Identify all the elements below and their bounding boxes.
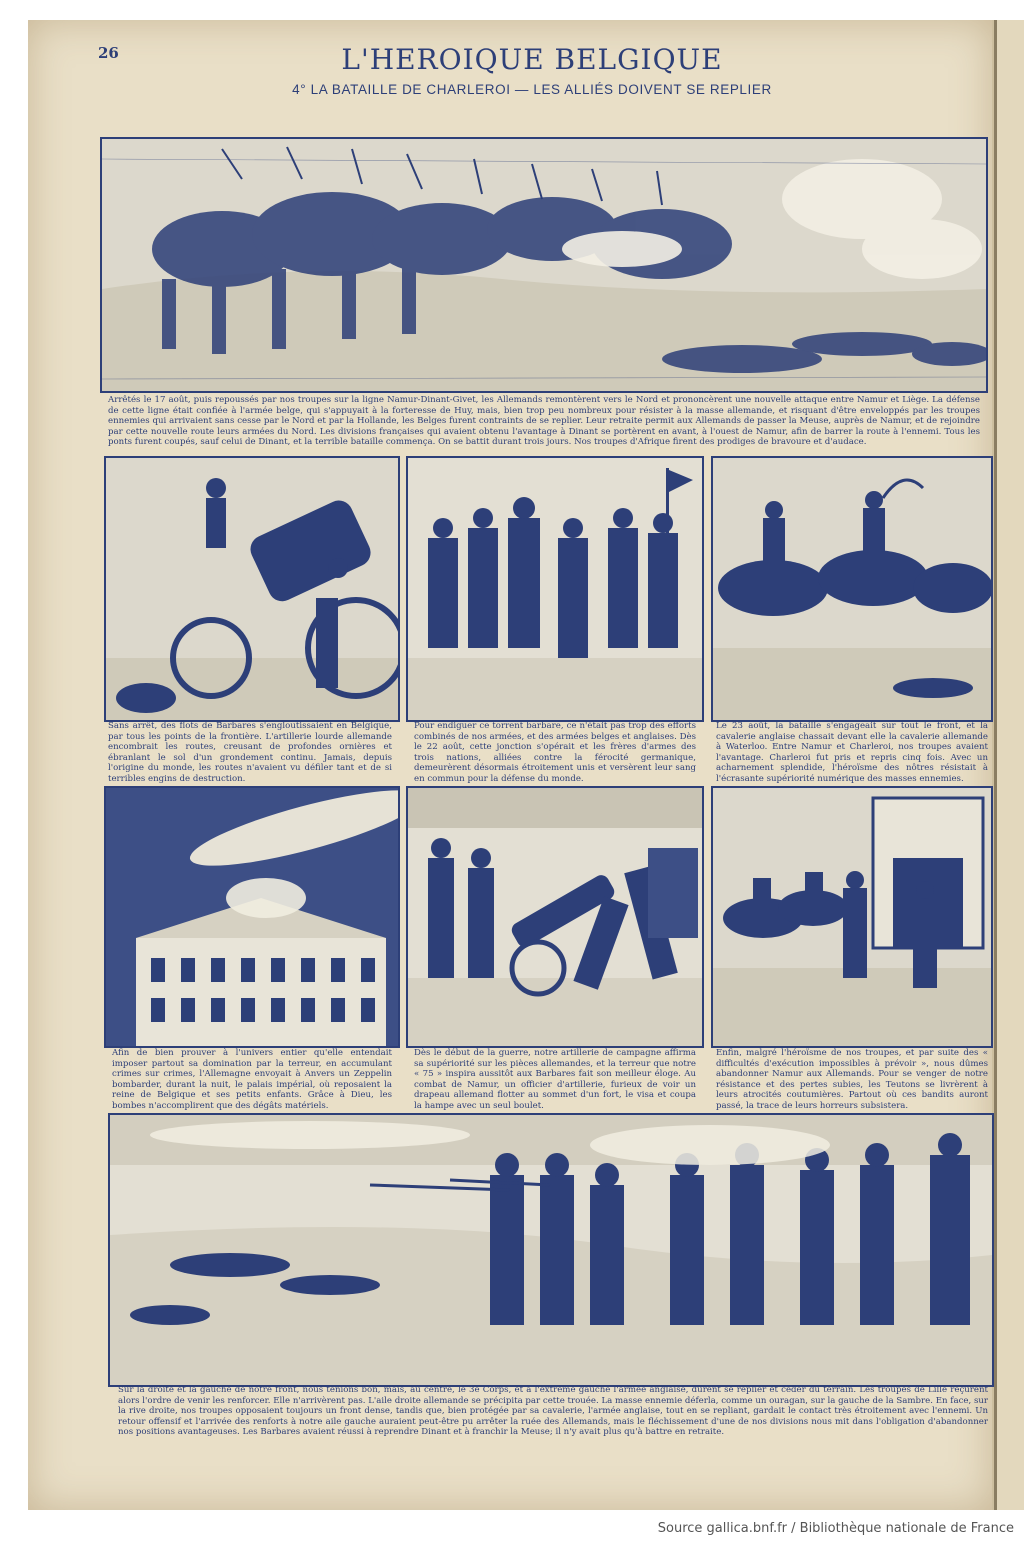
illustration-charge	[100, 137, 988, 393]
caption-row1-left: Sans arrêt, des flots de Barbares s'engloutissaient en Belgique, par tous les points de la frontière. L'artillerie lourde allemande encombrait les routes, creusant de profondes ornières et ébranlant le sol d'un grondement continu. Jamais, depuis l'origine du monde, les routes n'avaient vu défiler tant et de si terribles engins de destruction.	[108, 721, 392, 784]
illustration-zeppelin	[104, 786, 400, 1048]
illustration-artillery	[104, 456, 400, 722]
illustration-cavalry	[711, 456, 993, 722]
caption-bottom: Sur la droite et la gauche de notre front, nous tenions bon, mais, au centre, le 3e Corps, et à l'extrême gauche l'armée anglaise, durent se replier et céder du terrain. Les troupes de Lille reçurent alors l'ordre de venir les renforcer. Elle n'arrivèrent pas. L'aile droite allemande se précipita par cette trouée. La masse ennemie déferla, comme un ouragan, sur la gauche de la Sambre. En face, sur la rive droite, nos troupes opposaient toujours un front dense, tandis que, bien protégée par sa cavalerie, l'armée anglaise, tout en se repliant, gardait le contact très étroitement avec l'ennemi. Un retour offensif et l'arrivée des renforts à notre aile gauche auraient peut-être pu arrêter la ruée des Allemands, mais le fléchissement d'une de nos divisions nous mit dans l'obligation d'abandonner nos positions avantageuses. Les Barbares avaient réussi à reprendre Dinant et à franchir la Meuse; il n'y avait plus qu'à battre en retraite.	[118, 1385, 988, 1438]
source-credit: Source gallica.bnf.fr / Bibliothèque nationale de France	[657, 1521, 1014, 1536]
page-title: L'HEROIQUE BELGIQUE	[341, 43, 723, 76]
caption-row1-right: Le 23 août, la bataille s'engageait sur tout le front, et la cavalerie anglaise chassait devant elle la cavalerie allemande à Waterloo. Entre Namur et Charleroi, nos troupes avaient l'avantage. Charleroi fut pris et repris cinq fois. Avec un acharnement splendide, l'héroïsme des nôtres résistait à l'écrasante supériorité numérique des masses ennemies.	[716, 721, 988, 784]
page-number: 26	[98, 44, 119, 62]
caption-row1-middle: Pour endiguer ce torrent barbare, ce n'était pas trop des efforts combinés de nos armées, et des armées belges et anglaises. Dès le 22 août, cette jonction s'opérait et les frères d'armes des trois nations, alliées contre la férocité germanique, demeurèrent désormais étroitement unis et versèrent leur sang en commun pour la défense du monde.	[414, 721, 696, 784]
page-subtitle: 4° LA BATAILLE DE CHARLEROI — LES ALLIÉS DOIVENT SE REPLIER	[292, 82, 772, 97]
caption-row2-left: Afin de bien prouver à l'univers entier qu'elle entendait imposer partout sa domination par la terreur, en accumulant crimes sur crimes, l'Allemagne envoyait à Anvers un Zeppelin bombarder, durant la nuit, le palais impérial, où reposaient la reine de Belgique et ses petits enfants. Grâce à Dieu, les bombes n'accomplirent que des dégâts matériels.	[112, 1048, 392, 1111]
illustration-officers	[406, 456, 704, 722]
caption-top: Arrêtés le 17 août, puis repoussés par nos troupes sur la ligne Namur-Dinant-Givet, les Allemands remontèrent vers le Nord et prononcèrent une nouvelle attaque entre Namur et Liège. La défense de cette ligne était confiée à l'armée belge, qui s'appuyait à la forteresse de Huy, mais, bien trop peu nombreux pour résister à la masse allemande, et risquant d'être enveloppés par les troupes ennemies qui arrivaient sans cesse par le Nord et par la Hollande, les Belges furent contraints de se replier. Leur retraite permit aux Allemands de passer la Meuse, auprès de Namur, et de rejoindre par cette nouvelle route leurs armées du Nord. Les divisions françaises qui avaient obtenu l'avantage à Dinant se portèrent en avant, à l'ouest de Namur, afin de barrer la route à l'ennemi. Tous les ponts furent coupés, sauf celui de Dinant, et la terrible bataille commença. On se battit durant trois jours. Nos troupes d'Afrique firent des prodiges de bravoure et d'audace.	[108, 395, 980, 448]
caption-row2-right: Enfin, malgré l'héroïsme de nos troupes, et par suite des « difficultés d'exécution impossibles à prévoir », nous dûmes abandonner Namur aux Allemands. Pour se venger de notre résistance et des pertes subies, les Teutons se livrèrent à leurs atrocités coutumières. Partout où ces bandits auront passé, la trace de leurs horreurs subsistera.	[716, 1048, 988, 1111]
adjacent-page-edge	[994, 20, 1024, 1510]
caption-row2-middle: Dès le début de la guerre, notre artillerie de campagne affirma sa supériorité sur les pièces allemandes, et la terreur que notre « 75 » inspira aussitôt aux Barbares fait son meilleur éloge. Au combat de Namur, un officier d'artillerie, furieux de voir un drapeau allemand flotter au sommet d'un fort, le visa et coupa la hampe avec un seul boulet.	[414, 1048, 696, 1111]
illustration-namur-gate	[711, 786, 993, 1048]
illustration-field-gun	[406, 786, 704, 1048]
illustration-retreat	[108, 1113, 994, 1387]
